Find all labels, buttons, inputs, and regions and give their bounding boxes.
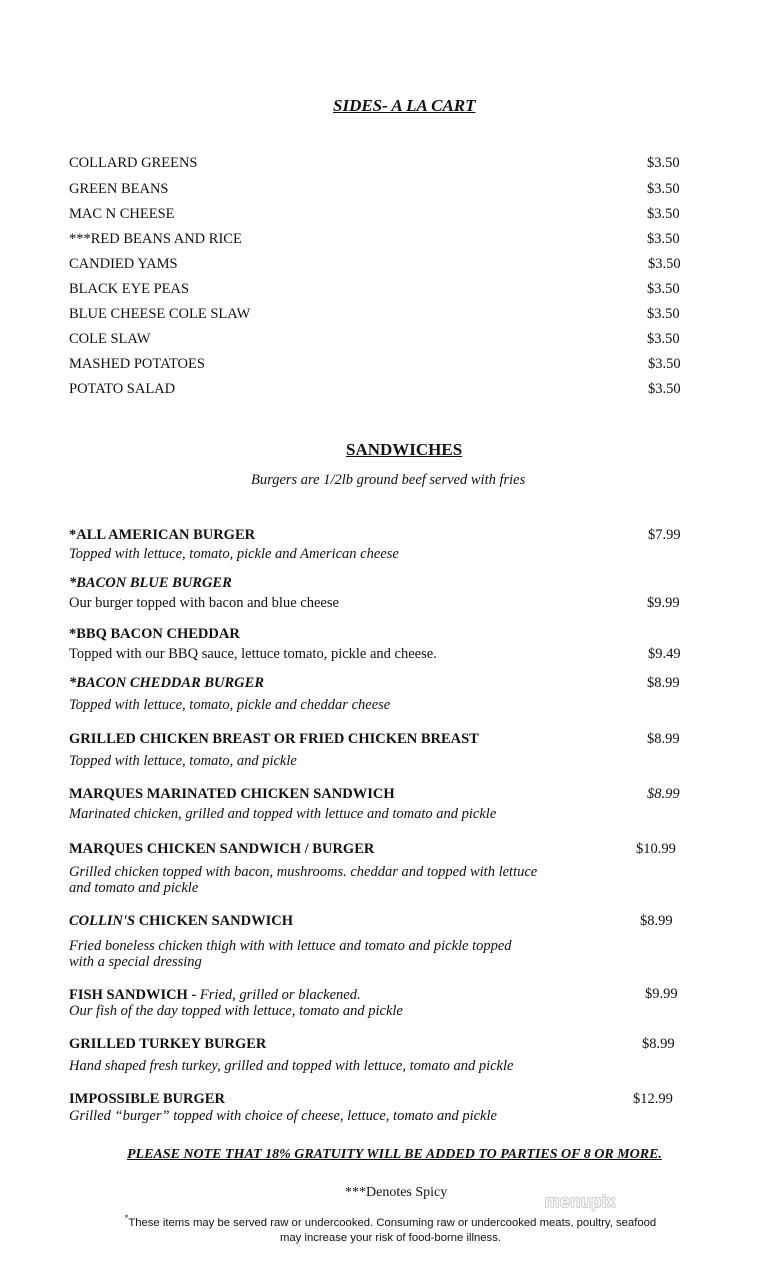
side-item-name: CANDIED YAMS	[69, 256, 178, 272]
sandwich-name: MARQUES CHICKEN SANDWICH / BURGER	[69, 841, 375, 857]
sandwich-name: *BACON CHEDDAR BURGER	[69, 675, 264, 691]
disclaimer-line-1: These items may be served raw or undercooked. Consuming raw or undercooked meats, poultry, seafood	[128, 1216, 657, 1229]
sandwich-price: $7.99	[648, 527, 681, 543]
side-item-name: POTATO SALAD	[69, 381, 176, 397]
sandwich-price: $9.49	[648, 646, 681, 662]
menupix-watermark: menupix	[545, 1192, 617, 1211]
disclaimer	[100, 1211, 681, 1246]
sandwich-desc: Grilled “burger” topped with choice of cheese, lettuce, tomato and pickle	[69, 1108, 497, 1124]
side-item-name: BLUE CHEESE COLE SLAW	[69, 306, 251, 322]
sandwich-desc: Grilled chicken topped with bacon, mushrooms. cheddar and topped with lettuce	[69, 864, 538, 880]
side-item-price: $3.50	[648, 256, 681, 272]
sandwich-desc: Marinated chicken, grilled and topped with lettuce and tomato and pickle	[69, 806, 497, 822]
sandwich-desc: and tomato and pickle	[69, 880, 199, 896]
sandwich-name: *ALL AMERICAN BURGER	[69, 527, 256, 543]
sandwich-name-rest: CHICKEN SANDWICH	[135, 913, 293, 929]
sandwich-name: *BACON BLUE BURGER	[69, 575, 232, 591]
sandwich-desc: Topped with lettuce, tomato, pickle and American cheese	[69, 546, 399, 562]
sandwich-desc: Topped with lettuce, tomato, pickle and cheddar cheese	[69, 697, 391, 713]
sandwich-desc: with a special dressing	[69, 954, 202, 970]
sandwich-desc: Topped with lettuce, tomato, and pickle	[69, 753, 297, 769]
sandwich-price: $10.99	[636, 841, 676, 857]
sandwich-name: MARQUES MARINATED CHICKEN SANDWICH	[69, 786, 395, 802]
sandwich-price: $9.99	[647, 595, 680, 611]
side-item-name: GREEN BEANS	[69, 181, 169, 197]
disclaimer-line-2: may increase your risk of food-borne illness.	[279, 1231, 501, 1244]
side-item-price: $3.50	[647, 181, 680, 197]
sandwich-price: $8.99	[640, 913, 673, 929]
side-item-price: $3.50	[648, 356, 681, 372]
gratuity-note: PLEASE NOTE THAT 18% GRATUITY WILL BE ADDED TO PARTIES OF 8 OR MORE.	[127, 1147, 662, 1162]
sides-title: SIDES- A LA CART	[333, 96, 476, 115]
sandwich-name: FISH SANDWICH -	[69, 987, 200, 1003]
side-item-name: COLE SLAW	[69, 331, 151, 347]
side-item-price: $3.50	[647, 306, 680, 322]
sandwich-name: GRILLED TURKEY BURGER	[69, 1036, 267, 1052]
side-item-name: COLLARD GREENS	[69, 155, 198, 171]
side-item-price: $3.50	[647, 206, 680, 222]
sandwich-name: *BBQ BACON CHEDDAR	[69, 626, 240, 642]
side-item-name: MAC N CHEESE	[69, 206, 175, 222]
sandwich-price: $12.99	[633, 1091, 673, 1107]
sandwich-name	[69, 913, 293, 930]
sandwich-desc: Our fish of the day topped with lettuce, tomato and pickle	[69, 1003, 403, 1019]
sandwich-price: $8.99	[647, 786, 680, 802]
disclaimer-mark: *	[124, 1213, 129, 1223]
side-item-price: $3.50	[647, 331, 680, 347]
side-item-name: MASHED POTATOES	[69, 356, 205, 372]
sandwich-price: $9.99	[645, 986, 678, 1002]
side-item-name: BLACK EYE PEAS	[69, 281, 190, 297]
side-item-price: $3.50	[647, 231, 680, 247]
sandwich-name-note: Fried, grilled or blackened.	[199, 987, 361, 1003]
spicy-note: ***Denotes Spicy	[345, 1185, 448, 1200]
sandwich-name-line	[69, 986, 361, 1004]
sandwich-desc: Topped with our BBQ sauce, lettuce tomato, pickle and cheese.	[69, 646, 437, 662]
sandwiches-subtitle: Burgers are 1/2lb ground beef served with fries	[251, 472, 526, 488]
side-item-name: ***RED BEANS AND RICE	[69, 231, 242, 247]
sandwich-desc: Our burger topped with bacon and blue cheese	[69, 595, 339, 611]
sandwich-price: $8.99	[642, 1036, 675, 1052]
sandwich-price: $8.99	[647, 731, 680, 747]
sandwich-price: $8.99	[647, 675, 680, 691]
sandwich-name: GRILLED CHICKEN BREAST OR FRIED CHICKEN BREAST	[69, 731, 479, 747]
sandwich-name-italic: COLLIN'S	[69, 913, 136, 929]
sandwich-desc: Hand shaped fresh turkey, grilled and topped with lettuce, tomato and pickle	[69, 1058, 514, 1074]
side-item-price: $3.50	[647, 155, 680, 171]
sandwich-desc: Fried boneless chicken thigh with with lettuce and tomato and pickle topped	[69, 938, 512, 954]
sandwiches-title: SANDWICHES	[346, 440, 463, 459]
side-item-price: $3.50	[648, 381, 681, 397]
side-item-price: $3.50	[647, 281, 680, 297]
sandwich-name: IMPOSSIBLE BURGER	[69, 1091, 225, 1107]
